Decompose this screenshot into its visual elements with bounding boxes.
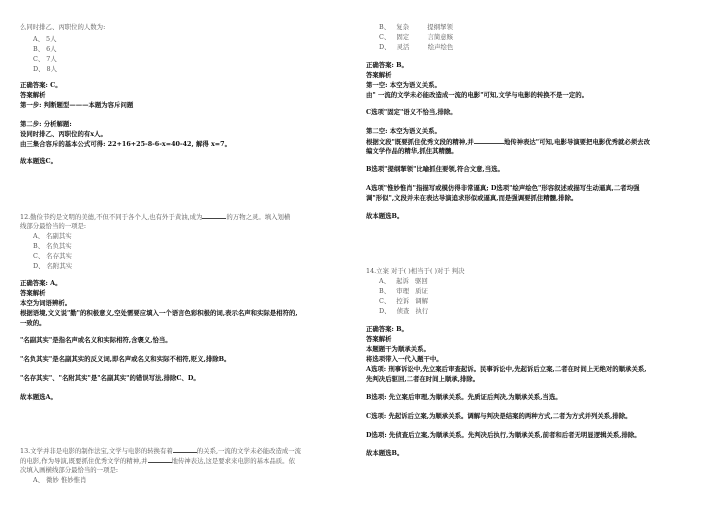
option-word-2: 调解 xyxy=(415,297,429,305)
final-answer: 故本题选A。 xyxy=(20,393,57,401)
option-key: B、 xyxy=(379,23,391,31)
option-a: A、 名副其实 xyxy=(33,232,72,240)
option-word-2: 提纲挈领 xyxy=(427,23,453,31)
stem-part: 地传神表达,这是要求来电影的基本品质。依 xyxy=(171,457,295,465)
option-b: B、 6人 xyxy=(33,45,57,53)
analysis-text: 一致的。 xyxy=(20,319,46,327)
analysis-text: "名存其实"、"名附其实"是"名副其实"的错误写法,排除C、D。 xyxy=(20,374,200,382)
correct-answer: 正确答案: C。 xyxy=(20,81,62,89)
stem-part: 的万物之灵。填入划横 xyxy=(226,213,291,221)
stem-part: 12.勤俭节约是文明的美德,不但不同于各个人,也有外于黄油,成为 xyxy=(20,213,203,221)
analysis-heading: 答案解析 xyxy=(366,335,392,343)
analysis-text: B选项"提纲挈领"比喻抓住要领,符合文意,当选。 xyxy=(366,165,504,173)
analysis-text: B选项: 先立案后审理,为顺承关系。先质证后判决,为顺承关系,当选。 xyxy=(366,393,562,401)
option-d xyxy=(366,43,453,51)
option-word-1: 审理 xyxy=(396,287,409,295)
option-b xyxy=(366,287,428,295)
blank-line xyxy=(202,212,226,219)
analysis-text: 本题题干为顺承关系。 xyxy=(366,345,430,353)
analysis-text: 设同时排乙、丙职位的有x人。 xyxy=(20,130,107,138)
analysis-text: 先判决后驱回,二者在时间上顺承,排除。 xyxy=(366,375,480,383)
analysis-text: 由三集合容斥的基本公式可得: 22+16+25-8-6-x=40-42, 解得 x=7。 xyxy=(20,140,231,148)
analysis-heading: 答案解析 xyxy=(20,289,46,297)
correct-answer: 正确答案: B。 xyxy=(366,61,408,69)
text-part: 根据文段"既要抓住优秀文段的精神,并 xyxy=(366,138,474,146)
final-answer: 故本题选B。 xyxy=(366,212,404,220)
option-word-2: 执行 xyxy=(415,307,429,315)
blank-line xyxy=(474,137,504,144)
analysis-step: 第二步: 分析解题: xyxy=(20,120,72,128)
analysis-heading: 答案解析 xyxy=(20,91,46,99)
option-word-1: 起诉 xyxy=(396,277,409,285)
option-c: C、 7人 xyxy=(33,55,57,63)
analysis-text: 本空为词语辨析。 xyxy=(20,299,72,307)
option-a: A、 微妙 惟妙惟肖 xyxy=(33,476,87,484)
analysis-text: 根据语境,文义说"勤"的积极意义,空处需要应填入一个语言色彩积极的词,表示名声和实际是相符的, xyxy=(20,309,298,317)
analysis-text: D选项: 先侦查后立案,为顺承关系。先判决后执行,为顺承关系,前者和后者无明显逻辑关系,排除。 xyxy=(366,431,641,439)
option-c xyxy=(366,297,428,305)
question-stem: 14.立案 对于( )相当于( )对于 判决 xyxy=(366,267,465,275)
text-part: 地传神表达"可知,电影导演要把电影优秀就必须去改 xyxy=(503,138,650,146)
option-d: D、 8人 xyxy=(33,65,58,73)
final-answer: 故本题选C。 xyxy=(20,157,58,165)
option-key: C、 xyxy=(379,297,391,305)
option-word-1: 灵活 xyxy=(396,43,410,51)
analysis-text: 第二空: 本空为语义关系。 xyxy=(366,127,441,135)
option-a xyxy=(366,277,428,285)
option-key: B、 xyxy=(379,287,391,295)
option-word-1: 固定 xyxy=(396,33,410,41)
analysis-step: 第一步: 判断题型———本题为容斥问题 xyxy=(20,101,134,109)
option-word-2: 驱回 xyxy=(415,277,428,285)
option-word-1: 控诉 xyxy=(396,297,410,305)
option-b xyxy=(366,23,453,31)
analysis-text: "名副其实"是指名声或名义和实际相符,含褒义,恰当。 xyxy=(20,336,172,344)
question-stem xyxy=(20,446,301,455)
option-b: B、 名负其实 xyxy=(33,242,72,250)
question-stem: 次填入画横线部分最恰当的一项是: xyxy=(20,466,119,474)
option-word-1: 复杂 xyxy=(396,23,409,31)
option-word-1: 侦查 xyxy=(396,307,410,315)
question-stem xyxy=(20,456,295,465)
option-c: C、 名存其实 xyxy=(33,252,72,260)
analysis-heading: 答案解析 xyxy=(366,71,392,79)
analysis-text xyxy=(366,137,650,146)
option-key: D、 xyxy=(379,43,391,51)
correct-answer: 正确答案: B。 xyxy=(366,325,408,333)
option-c xyxy=(366,33,453,41)
analysis-text: C选项: 先起诉后立案,为顺承关系。调解与判决是结案的两种方式,二者为方式并列关系,排除。 xyxy=(366,412,632,420)
option-key: C、 xyxy=(379,33,391,41)
question-stem: 么同时排乙、丙职位的人数为: xyxy=(20,23,106,31)
stem-part: 的电影,作为导演,既要抓住优秀文学的精神,并 xyxy=(20,457,148,465)
question-stem: 线部分最恰当的一项是: xyxy=(20,222,87,230)
analysis-text: "名负其实"是名副其实的反义词,即名声或名义和实际不相符,贬义,排除B。 xyxy=(20,355,231,363)
analysis-text: 调"形似",文段并未在表达导演追求形似或逼真,而是强调要抓住精髓,排除。 xyxy=(366,194,578,202)
analysis-text: C选项"固定"语义不恰当,排除。 xyxy=(366,108,457,116)
option-d: D、 名附其实 xyxy=(33,262,73,270)
option-a: A、 5人 xyxy=(33,35,57,43)
question-stem xyxy=(20,212,290,221)
correct-answer: 正确答案: A。 xyxy=(20,279,62,287)
stem-part: 的关系,一流的文学未必能改造成一流 xyxy=(196,447,302,455)
blank-line xyxy=(148,456,172,463)
option-key: D、 xyxy=(379,307,391,315)
option-word-2: 言简意赅 xyxy=(427,33,454,41)
blank-line xyxy=(173,446,197,453)
analysis-text: 由" 一流的文学未必能改造成一流的电影"可知,文学与电影的转换不是一定的。 xyxy=(366,91,588,99)
stem-part: 13.文学并非是电影的制作法宝,文学与电影的转换有着 xyxy=(20,447,173,455)
analysis-text: A选项"惟妙惟肖"指描写或模仿得非常逼真; D选项"绘声绘色"形容叙述或描写生动逼真,二者均强 xyxy=(366,184,640,192)
analysis-text: 将选项带入一代入题干中。 xyxy=(366,355,443,363)
final-answer: 故本题选B。 xyxy=(366,449,404,457)
analysis-text: 编文学作品的精华,抓住其精髓。 xyxy=(366,147,458,155)
analysis-text: 第一空: 本空为语义关系。 xyxy=(366,81,441,89)
analysis-text: A选项: 刑事诉讼中,先立案后审查起诉。民事诉讼中,先起诉后立案,二者在时间上无绝对的顺承关系, xyxy=(366,365,647,373)
option-key: A、 xyxy=(379,277,391,285)
option-word-2: 质证 xyxy=(415,287,428,295)
option-word-2: 绘声绘色 xyxy=(427,43,454,51)
option-d xyxy=(366,307,428,315)
